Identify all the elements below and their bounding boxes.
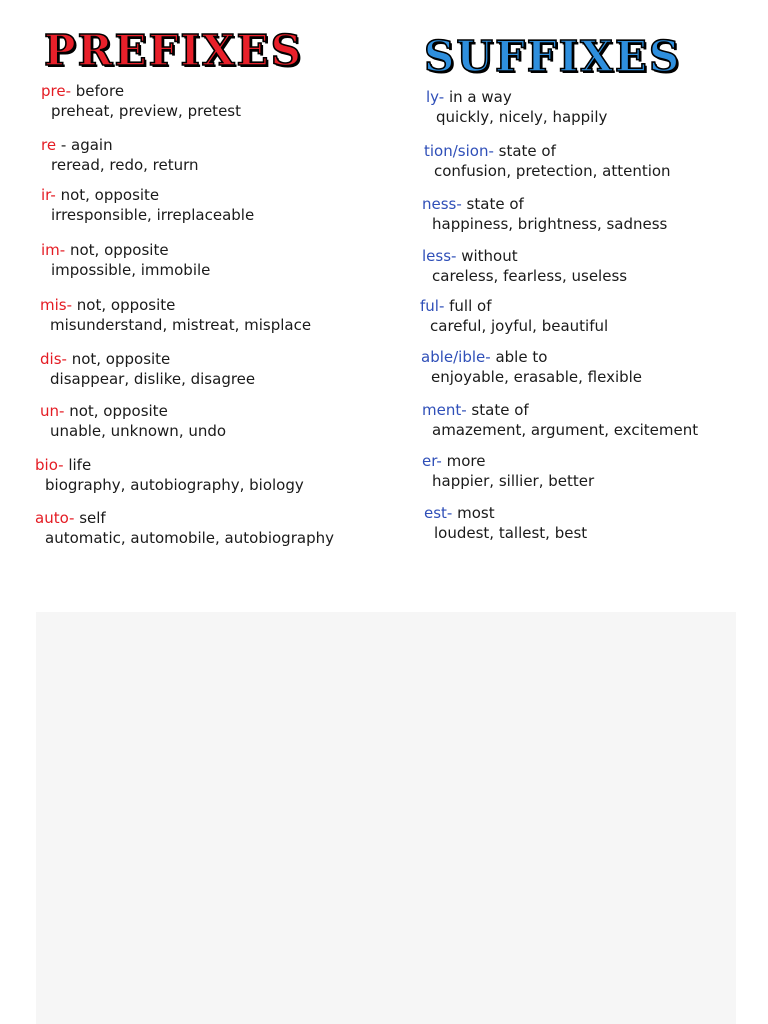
suffix-affix: ful- [420, 297, 445, 315]
prefix-affix: un- [40, 402, 65, 420]
suffix-entry-ly [426, 87, 607, 127]
root-words-panel [36, 612, 736, 1024]
suffix-entry-tion-sion [424, 141, 671, 181]
suffix-entry-est [424, 503, 587, 543]
suffix-examples: happiness, brightness, sadness [432, 215, 668, 233]
suffix-meaning: full of [444, 297, 492, 315]
prefix-entry-ir [41, 185, 254, 225]
suffix-examples: quickly, nicely, happily [436, 108, 608, 126]
prefix-entry-mis [40, 295, 311, 335]
suffix-meaning: in a way [444, 88, 512, 106]
suffix-meaning: state of [466, 401, 529, 419]
prefix-examples: misunderstand, mistreat, misplace [50, 316, 312, 334]
prefix-affix: re [41, 136, 57, 154]
suffix-examples: amazement, argument, excitement [432, 421, 699, 439]
prefix-entry-auto [35, 508, 334, 548]
prefix-meaning: not, opposite [64, 402, 168, 420]
prefix-entry-pre [41, 81, 241, 121]
suffix-affix: er- [422, 452, 442, 470]
prefix-affix: pre- [41, 82, 71, 100]
suffix-examples: loudest, tallest, best [434, 524, 588, 542]
suffix-meaning: more [441, 452, 486, 470]
prefix-affix: auto- [35, 509, 75, 527]
prefix-meaning: not, opposite [65, 241, 169, 259]
prefix-meaning: not, opposite [72, 296, 176, 314]
prefix-entry-bio [35, 455, 304, 495]
suffix-affix: est- [424, 504, 453, 522]
prefix-examples: impossible, immobile [51, 261, 211, 279]
suffix-examples: careful, joyful, beautiful [430, 317, 609, 335]
prefix-examples: automatic, automobile, autobiography [45, 529, 334, 547]
prefix-meaning: before [71, 82, 125, 100]
prefix-examples: unable, unknown, undo [50, 422, 227, 440]
suffix-examples: careless, fearless, useless [432, 267, 628, 285]
prefix-meaning: not, opposite [55, 186, 160, 204]
suffix-affix: ly- [426, 88, 445, 106]
prefix-meaning: not, opposite [66, 350, 171, 368]
suffix-meaning: without [456, 247, 518, 265]
prefix-entry-dis [40, 349, 255, 389]
prefix-meaning: life [63, 456, 92, 474]
suffix-entry-ment [422, 400, 698, 440]
suffix-examples: confusion, pretection, attention [434, 162, 671, 180]
prefix-entry-re [41, 135, 199, 175]
suffix-entry-er [422, 451, 594, 491]
prefix-examples: disappear, dislike, disagree [50, 370, 256, 388]
prefix-entry-un [40, 401, 226, 441]
prefix-examples: preheat, preview, pretest [51, 102, 241, 120]
suffix-affix: less- [422, 247, 457, 265]
suffix-examples: enjoyable, erasable, flexible [431, 368, 643, 386]
suffix-entry-ness [422, 194, 667, 234]
suffix-meaning: state of [493, 142, 556, 160]
suffix-entry-able-ible [421, 347, 642, 387]
prefix-affix: dis- [40, 350, 67, 368]
suffix-entry-less [422, 246, 627, 286]
suffixes-title: SUFFIXES [424, 32, 682, 81]
prefix-examples: irresponsible, irreplaceable [51, 206, 255, 224]
prefix-meaning: - again [56, 136, 113, 154]
prefix-examples: reread, redo, return [51, 156, 199, 174]
suffix-meaning: able to [490, 348, 548, 366]
suffix-affix: ness- [422, 195, 462, 213]
suffix-affix: ment- [422, 401, 467, 419]
prefix-affix: ir- [41, 186, 56, 204]
prefix-examples: biography, autobiography, biology [45, 476, 304, 494]
prefixes-title: PREFIXES [44, 26, 303, 75]
suffix-affix: able/ible- [421, 348, 491, 366]
suffix-examples: happier, sillier, better [432, 472, 595, 490]
suffix-entry-ful [420, 296, 608, 336]
prefix-affix: mis- [40, 296, 73, 314]
suffix-affix: tion/sion- [424, 142, 494, 160]
suffix-meaning: state of [461, 195, 524, 213]
prefix-meaning: self [74, 509, 106, 527]
suffix-meaning: most [452, 504, 495, 522]
prefix-affix: bio- [35, 456, 64, 474]
prefix-entry-im [41, 240, 210, 280]
prefix-affix: im- [41, 241, 66, 259]
